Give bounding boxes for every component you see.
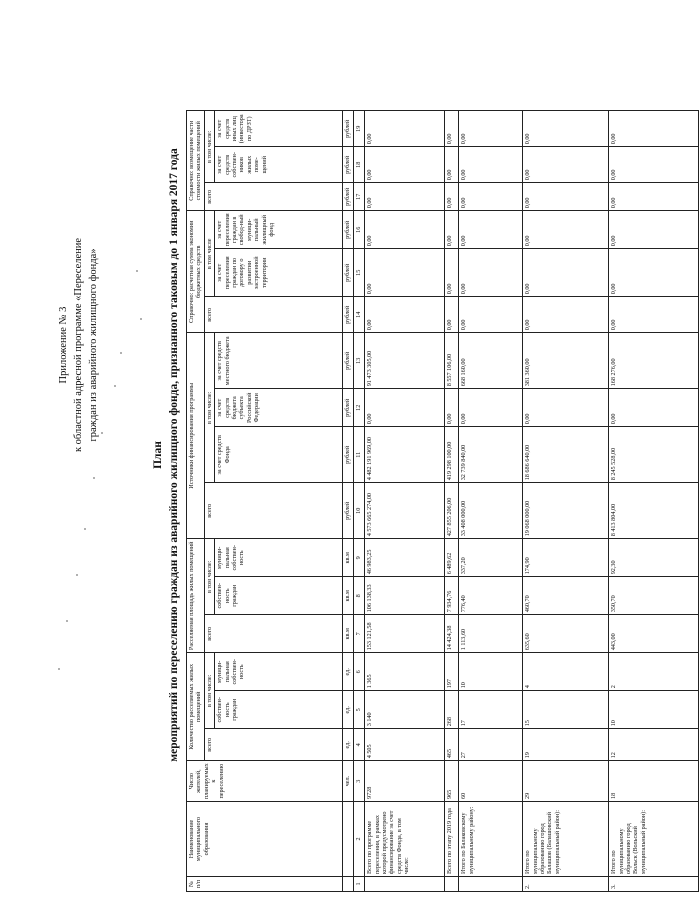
row-value: 4 573 665 274,00 [365, 483, 445, 539]
table-row [523, 111, 609, 892]
row-value: 4 505 [365, 729, 445, 761]
colnum-cell: 8 [354, 577, 365, 615]
row-name: Итого по Балаковскому муниципальному району: [459, 802, 523, 877]
row-value: 46 983,25 [365, 539, 445, 577]
header-residents: Число жителей, планируемых к переселению [187, 761, 343, 802]
unit-cell: рублей [343, 389, 354, 427]
header-name: Наименование муниципального образования [187, 802, 343, 877]
colnum-cell: 6 [354, 653, 365, 691]
unit-cell [343, 877, 354, 892]
row-value: 0,00 [365, 211, 445, 249]
header-rooms-total: всего [204, 729, 342, 761]
header-comp-incl: в том числе: [204, 111, 214, 183]
row-value: 443,00 [609, 615, 699, 653]
row-value: 0,00 [365, 249, 445, 297]
row-value: 0,00 [459, 249, 523, 297]
row-value: 1 113,60 [459, 615, 523, 653]
row-value: 2 [609, 653, 699, 691]
row-value: 10 [459, 653, 523, 691]
row-value: 0,00 [609, 211, 699, 249]
colnum-cell: 12 [354, 389, 365, 427]
row-value: 0,00 [365, 111, 445, 147]
header-num: № п/п [187, 877, 343, 892]
unit-cell: рублей [343, 297, 354, 333]
header-fin-fund: за счет средств Фонда [215, 427, 343, 483]
plan-table [186, 110, 699, 892]
header-rooms: Количество расселяемых жилых помещений [187, 653, 205, 761]
header-comp-investor: за счет средств иных лиц (инвестора по ДРЗТ) [215, 111, 343, 147]
colnum-cell: 15 [354, 249, 365, 297]
header-fin-incl: в том числе: [204, 333, 214, 483]
unit-cell: рублей [343, 147, 354, 183]
row-value: 10 [609, 691, 699, 729]
row-value: 0,00 [459, 183, 523, 211]
colnum-cell: 18 [354, 147, 365, 183]
row-num: 3. [609, 877, 699, 892]
row-value: 0,00 [365, 183, 445, 211]
scan-speck [140, 318, 142, 320]
row-value: 965 [445, 761, 459, 802]
unit-cell: рублей [343, 483, 354, 539]
row-value: 9728 [365, 761, 445, 802]
row-value: 0,00 [609, 147, 699, 183]
header-eco-free: за счет переселения граждан в свобод-ный муници-пальный жилищный фонд [215, 211, 343, 249]
scan-speck [93, 477, 95, 479]
annex-line-2: к областной адресной программе «Переселение [73, 237, 84, 453]
row-value: 0,00 [365, 389, 445, 427]
row-value: 92,30 [609, 539, 699, 577]
row-value: 3 140 [365, 691, 445, 729]
header-comp-owners: за счет средств собствен-ников жилых поме-щений [215, 147, 343, 183]
row-value: 0,00 [609, 249, 699, 297]
row-value: 17 [459, 691, 523, 729]
unit-cell: чел. [343, 761, 354, 802]
table-row [365, 111, 445, 892]
colnum-cell: 13 [354, 333, 365, 389]
unit-cell: кв.м [343, 539, 354, 577]
header-area-own: собствен-ность граждан [215, 577, 343, 615]
unit-cell: ед. [343, 653, 354, 691]
scan-speck [101, 432, 103, 434]
row-value: 197 [445, 653, 459, 691]
row-value: 15 [523, 691, 609, 729]
row-value: 381 360,00 [523, 333, 609, 389]
row-value: 0,00 [365, 297, 445, 333]
row-value: 8 245 528,00 [609, 427, 699, 483]
row-value: 29 [523, 761, 609, 802]
row-value: 0,00 [523, 389, 609, 427]
unit-cell: ед. [343, 729, 354, 761]
row-value: 27 [459, 729, 523, 761]
colnum-cell: 4 [354, 729, 365, 761]
scan-speck [76, 574, 78, 576]
colnum-cell: 17 [354, 183, 365, 211]
unit-cell [343, 802, 354, 877]
row-value: 168 276,00 [609, 333, 699, 389]
row-value: 0,00 [445, 183, 459, 211]
row-value: 8 557 106,00 [445, 333, 459, 389]
unit-cell: рублей [343, 427, 354, 483]
row-value: 14 424,38 [445, 615, 459, 653]
row-value: 19 068 000,00 [523, 483, 609, 539]
row-value: 0,00 [445, 249, 459, 297]
scan-speck [58, 668, 60, 670]
row-value: 350,70 [609, 577, 699, 615]
row-value: 33 408 000,00 [459, 483, 523, 539]
row-value: 635,60 [523, 615, 609, 653]
header-area-total: всего [204, 615, 342, 653]
row-name: Итого по муниципальному образованию город Вольск (Вольский муниципальный район): [609, 802, 699, 877]
header-area-mun: муници-пальная собствен-ность [215, 539, 343, 577]
row-value: 60 [459, 761, 523, 802]
header-eco-total: всего [204, 297, 342, 333]
row-value: 668 160,00 [459, 333, 523, 389]
row-value: 106 138,33 [365, 577, 445, 615]
colnum-cell: 5 [354, 691, 365, 729]
row-name: Итого по муниципальному образованию город Балашов (Балашовский муниципальный район): [523, 802, 609, 877]
row-value: 153 121,58 [365, 615, 445, 653]
row-value: 337,20 [459, 539, 523, 577]
colnum-cell: 1 [354, 877, 365, 892]
row-value: 0,00 [445, 111, 459, 147]
header-economy: Справочно: расчетная сумма экономии бюджетных средств [187, 211, 205, 333]
row-value: 460,70 [523, 577, 609, 615]
row-value: 0,00 [445, 389, 459, 427]
header-fin-total: всего [204, 483, 342, 539]
row-value: 0,00 [445, 147, 459, 183]
colnum-cell: 9 [354, 539, 365, 577]
colnum-cell: 2 [354, 802, 365, 877]
row-value: 0,00 [523, 183, 609, 211]
colnum-cell: 16 [354, 211, 365, 249]
row-value: 465 [445, 729, 459, 761]
row-value: 0,00 [609, 111, 699, 147]
unit-cell: ед. [343, 691, 354, 729]
row-value: 0,00 [445, 211, 459, 249]
colnum-cell: 11 [354, 427, 365, 483]
colnum-cell: 3 [354, 761, 365, 802]
colnum-cell: 7 [354, 615, 365, 653]
unit-cell: рублей [343, 249, 354, 297]
row-value: 0,00 [459, 297, 523, 333]
plan-title-line-2: мероприятий по переселению граждан из аварийного жилищного фонда, признанного таковым до 1 января 2017 года [168, 148, 180, 762]
header-eco-incl: в том числе [204, 211, 214, 297]
row-value: 268 [445, 691, 459, 729]
row-value: 6 489,62 [445, 539, 459, 577]
row-value: 1 365 [365, 653, 445, 691]
units-row [343, 111, 354, 892]
row-value: 0,00 [459, 211, 523, 249]
annex-line-3: граждан из аварийного жилищного фонда» [88, 248, 99, 442]
plan-title-line-1: План [152, 441, 164, 469]
annex-header [56, 105, 101, 585]
row-value: 0,00 [523, 211, 609, 249]
header-eco-drzt: за счет переселения граждан по договору о развитии застроенной территории [215, 249, 343, 297]
header-comp-total: всего [204, 183, 342, 211]
row-value: 0,00 [523, 147, 609, 183]
row-value: 4 482 191 969,00 [365, 427, 445, 483]
row-num [445, 877, 459, 892]
row-value: 0,00 [445, 297, 459, 333]
colnum-cell: 10 [354, 483, 365, 539]
row-name: Всего по программе переселения, в рамках которой предусмотрено финансирование за счет средств Фонда, в том числе: [365, 802, 445, 877]
colnum-cell: 14 [354, 297, 365, 333]
row-value: 19 [523, 729, 609, 761]
unit-cell: рублей [343, 111, 354, 147]
unit-cell: рублей [343, 211, 354, 249]
table-row [445, 111, 459, 892]
row-value: 427 855 206,00 [445, 483, 459, 539]
row-value: 419 298 100,00 [445, 427, 459, 483]
header-fin-subject: за счет средств бюджета субъекта Российской Федерации [215, 389, 343, 427]
header-rooms-mun: муници-пальная собствен-ность [215, 653, 343, 691]
row-num [459, 877, 523, 892]
row-name: Всего по этапу 2019 года [445, 802, 459, 877]
row-value: 18 686 640,00 [523, 427, 609, 483]
unit-cell: рублей [343, 333, 354, 389]
row-value: 12 [609, 729, 699, 761]
row-value: 0,00 [523, 111, 609, 147]
row-value: 0,00 [459, 389, 523, 427]
plan-title [150, 65, 182, 845]
row-num [365, 877, 445, 892]
scan-speck [136, 270, 138, 272]
scan-speck [66, 620, 68, 622]
scan-speck [114, 385, 116, 387]
header-rooms-own: собствен-ность граждан [215, 691, 343, 729]
colnum-cell: 19 [354, 111, 365, 147]
header-compensation: Справочно: возмещение части стоимости жилых помещений [187, 111, 205, 211]
row-value: 0,00 [365, 147, 445, 183]
row-value: 91 473 305,00 [365, 333, 445, 389]
table-row [609, 111, 699, 892]
annex-line-1: Приложение № 3 [58, 306, 69, 384]
row-value: 0,00 [609, 183, 699, 211]
row-value: 0,00 [609, 389, 699, 427]
row-value: 4 [523, 653, 609, 691]
table-row [459, 111, 523, 892]
row-value: 0,00 [523, 297, 609, 333]
row-value: 174,90 [523, 539, 609, 577]
scan-speck [120, 352, 122, 354]
scan-speck [84, 528, 86, 530]
header-rooms-incl: в том числе: [204, 653, 214, 729]
row-value: 32 739 840,00 [459, 427, 523, 483]
row-num: 2. [523, 877, 609, 892]
row-value: 0,00 [609, 297, 699, 333]
row-value: 0,00 [459, 147, 523, 183]
column-numbers-row [354, 111, 365, 892]
row-value: 18 [609, 761, 699, 802]
row-value: 8 413 804,00 [609, 483, 699, 539]
row-value: 7 934,76 [445, 577, 459, 615]
header-fin-local: за счет средств местного бюджета [215, 333, 343, 389]
header-area: Расселяемая площадь жилых помещений [187, 539, 205, 653]
row-value: 776,40 [459, 577, 523, 615]
unit-cell: кв.м [343, 577, 354, 615]
unit-cell: рублей [343, 183, 354, 211]
header-area-incl: в том числе: [204, 539, 214, 615]
row-value: 0,00 [523, 249, 609, 297]
row-value: 0,00 [459, 111, 523, 147]
header-financing: Источники финансирования программы [187, 333, 205, 539]
unit-cell: кв.м [343, 615, 354, 653]
